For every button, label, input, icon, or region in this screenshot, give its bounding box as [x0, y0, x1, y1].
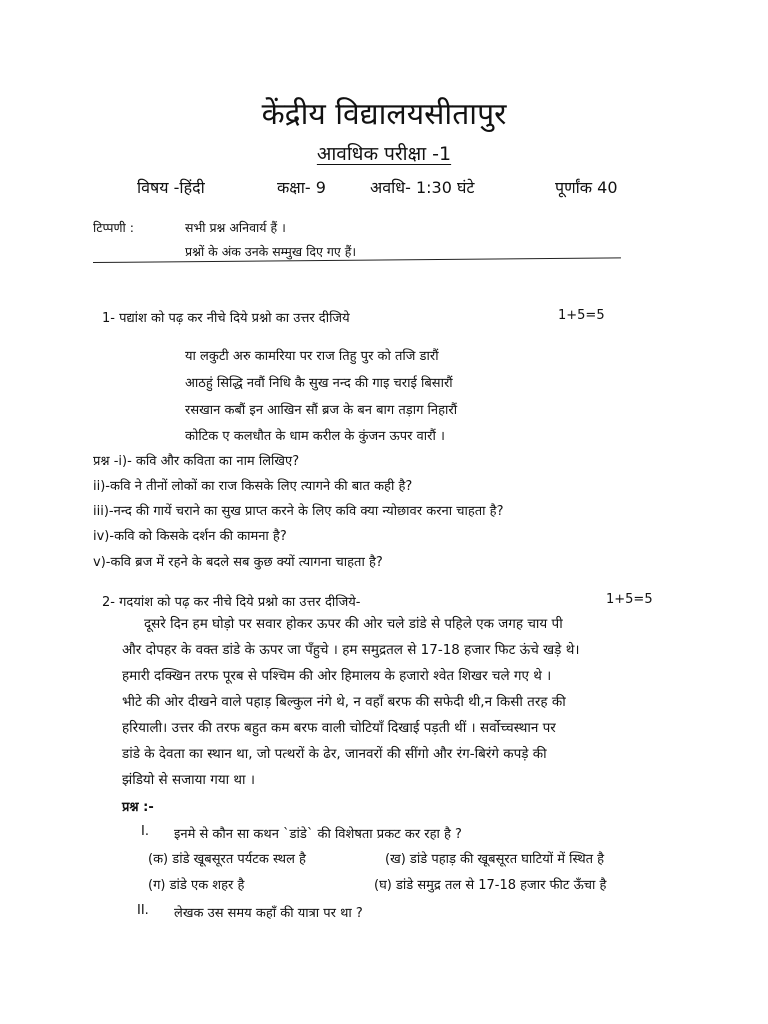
note-label: टिप्पणी : — [93, 220, 134, 235]
q1-marks: 1+5=5 — [558, 308, 605, 323]
passage-line: भीटे की ओर दीखने वाले पहाड़ बिल्कुल नंगे थे, न वहाँ बरफ की सफेदी थी,न किसी तरह की — [122, 694, 566, 710]
divider-line — [93, 257, 621, 263]
prashn-label: प्रश्न :- — [122, 800, 154, 815]
exam-title — [0, 140, 768, 166]
sub-question-number: II. — [137, 903, 149, 918]
note-line-2: प्रश्नों के अंक उनके सम्मुख दिए गए हैं। — [185, 244, 357, 259]
q1-question: iii)-नन्द की गायें चराने का सुख प्राप्त करने के लिए कवि क्या न्योछावर करना चाहता है? — [93, 504, 504, 519]
sub-question-number: I. — [141, 824, 149, 839]
q1-question: iv)-कवि को किसके दर्शन की कामना है? — [93, 529, 287, 544]
poem-line: आठहुं सिद्धि नवौं निधि कै सुख नन्द की गाइ चराई बिसारौं — [185, 376, 453, 391]
passage-line: झंडियो से सजाया गया था । — [122, 772, 255, 788]
poem-line: रसखान कबौं इन आखिन सौं ब्रज के बन बाग तड़ाग निहारौं — [185, 403, 458, 418]
poem-line: कोटिक ए कलधौत के धाम करील के कुंजन ऊपर वारौं । — [185, 429, 445, 444]
passage-line: दूसरे दिन हम घोड़ो पर सवार होकर ऊपर की ओर चले डांडे से पहिले एक जगह चाय पी — [144, 616, 563, 632]
school-title: केंद्रीय विद्यालयसीतापुर — [261, 97, 507, 132]
sub-question-ii: लेखक उस समय कहाँ की यात्रा पर था ? — [174, 906, 363, 921]
option-gha: (घ) डांडे समुद्र तल से 17-18 हजार फीट ऊँचा है — [374, 878, 607, 893]
passage-line: और दोपहर के वक्त डांडे के ऊपर जा पँहुचे । हम समुद्रतल से 17-18 हजार फिट ऊंचे खड़े थे। — [122, 642, 580, 658]
duration-label: अवधि- 1:30 घंटे — [370, 178, 475, 197]
option-ga: (ग) डांडे एक शहर है — [148, 878, 245, 893]
exam-title-text: आवधिक परीक्षा -1 — [316, 143, 452, 165]
sub-question-i: इनमे से कौन सा कथन `डांडे` की विशेषता प्रकट कर रहा है ? — [174, 827, 462, 842]
subject-label: विषय -हिंदी — [137, 178, 205, 197]
q2-marks: 1+5=5 — [606, 592, 653, 607]
option-ka: (क) डांडे खूबसूरत पर्यटक स्थल है — [148, 852, 306, 867]
passage-line: हरियाली। उत्तर की तरफ बहुत कम बरफ वाली चोटियाँ दिखाई पड़ती थीं । सर्वोच्चस्थान पर — [122, 720, 556, 736]
q2-heading: 2- गदयांश को पढ़ कर नीचे दिये प्रश्नो का उत्तर दीजिये- — [102, 595, 361, 610]
max-marks-label: पूर्णांक 40 — [555, 178, 618, 197]
class-label: कक्षा- 9 — [277, 178, 326, 197]
poem-line: या लकुटी अरु कामरिया पर राज तिहु पुर को तजि डारौं — [185, 349, 439, 364]
q1-question: ii)-कवि ने तीनों लोकों का राज किसके लिए त्यागने की बात कही है? — [93, 479, 413, 494]
q1-question: v)-कवि ब्रज में रहने के बदले सब कुछ क्यों त्यागना चाहता है? — [93, 555, 383, 570]
passage-line: डांडे के देवता का स्थान था, जो पत्थरों के ढेर, जानवरों की सींगो और रंग-बिरंगे कपड़े की — [122, 746, 547, 762]
q1-heading: 1- पद्यांश को पढ़ कर नीचे दिये प्रश्नो का उत्तर दीजिये — [102, 311, 350, 326]
note-line-1: सभी प्रश्न अनिवार्य हैं । — [185, 220, 286, 235]
q1-question: प्रश्न -i)- कवि और कविता का नाम लिखिए? — [93, 454, 300, 469]
option-kha: (ख) डांडे पहाड़ की खूबसूरत घाटियों में स्थित है — [385, 852, 605, 867]
passage-line: हमारी दक्खिन तरफ पूरब से पश्चिम की ओर हिमालय के हजारो श्वेत शिखर चले गए थे । — [122, 668, 552, 684]
